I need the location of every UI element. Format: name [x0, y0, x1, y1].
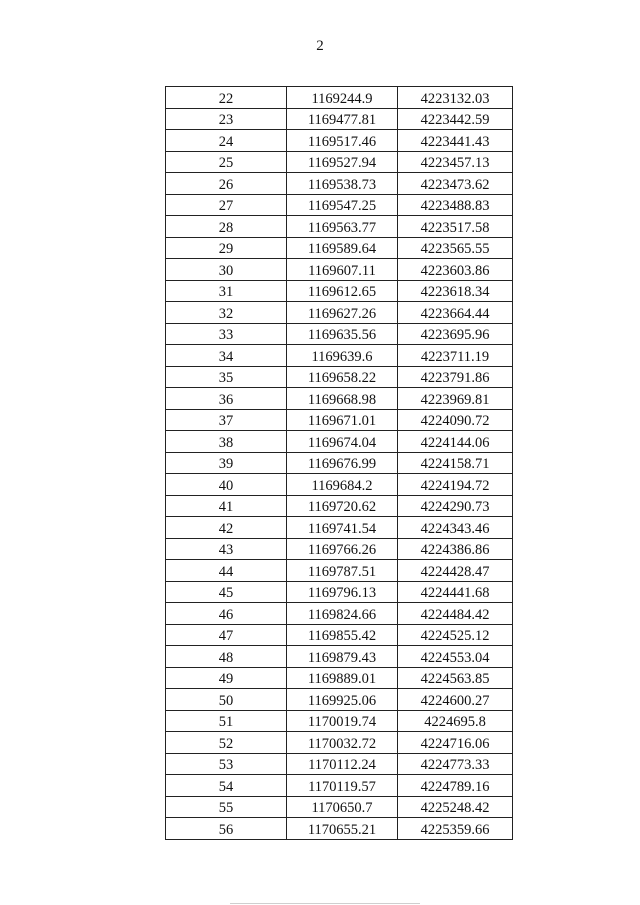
point-number-cell: 26: [166, 173, 287, 195]
x-coordinate-cell: 1169477.81: [287, 108, 398, 130]
x-coordinate-cell: 1169671.01: [287, 409, 398, 431]
table-row: [166, 732, 513, 754]
y-coordinate-cell: 4224525.12: [398, 624, 513, 646]
x-coordinate-cell: 1169889.01: [287, 667, 398, 689]
x-coordinate-cell: 1169741.54: [287, 517, 398, 539]
x-coordinate-cell: 1169674.04: [287, 431, 398, 453]
y-coordinate-cell: 4223457.13: [398, 151, 513, 173]
point-number-cell: 43: [166, 538, 287, 560]
y-coordinate-cell: 4223603.86: [398, 259, 513, 281]
y-coordinate-cell: 4224343.46: [398, 517, 513, 539]
x-coordinate-cell: 1169563.77: [287, 216, 398, 238]
y-coordinate-cell: 4223442.59: [398, 108, 513, 130]
table-row: [166, 667, 513, 689]
point-number-cell: 51: [166, 710, 287, 732]
point-number-cell: 24: [166, 130, 287, 152]
y-coordinate-cell: 4224600.27: [398, 689, 513, 711]
x-coordinate-cell: 1169676.99: [287, 452, 398, 474]
page-number: 2: [316, 38, 324, 54]
point-number-cell: 40: [166, 474, 287, 496]
table-row: [166, 323, 513, 345]
point-number-cell: 44: [166, 560, 287, 582]
table-row: [166, 474, 513, 496]
point-number-cell: 49: [166, 667, 287, 689]
x-coordinate-cell: 1170650.7: [287, 796, 398, 818]
table-row: [166, 775, 513, 797]
coordinates-table: [165, 86, 513, 840]
table-row: [166, 151, 513, 173]
x-coordinate-cell: 1169639.6: [287, 345, 398, 367]
x-coordinate-cell: 1169658.22: [287, 366, 398, 388]
point-number-cell: 25: [166, 151, 287, 173]
point-number-cell: 35: [166, 366, 287, 388]
table-row: [166, 216, 513, 238]
x-coordinate-cell: 1169720.62: [287, 495, 398, 517]
table-row: [166, 259, 513, 281]
point-number-cell: 45: [166, 581, 287, 603]
table-row: [166, 108, 513, 130]
table-row: [166, 538, 513, 560]
point-number-cell: 22: [166, 87, 287, 109]
table-row: [166, 345, 513, 367]
y-coordinate-cell: 4223791.86: [398, 366, 513, 388]
point-number-cell: 48: [166, 646, 287, 668]
x-coordinate-cell: 1169244.9: [287, 87, 398, 109]
y-coordinate-cell: 4223517.58: [398, 216, 513, 238]
point-number-cell: 41: [166, 495, 287, 517]
x-coordinate-cell: 1169879.43: [287, 646, 398, 668]
point-number-cell: 53: [166, 753, 287, 775]
point-number-cell: 47: [166, 624, 287, 646]
table-row: [166, 173, 513, 195]
table-row: [166, 603, 513, 625]
x-coordinate-cell: 1169547.25: [287, 194, 398, 216]
y-coordinate-cell: 4223711.19: [398, 345, 513, 367]
table-row: [166, 366, 513, 388]
x-coordinate-cell: 1169612.65: [287, 280, 398, 302]
table-row: [166, 431, 513, 453]
table-row: [166, 130, 513, 152]
point-number-cell: 29: [166, 237, 287, 259]
y-coordinate-cell: 4223664.44: [398, 302, 513, 324]
y-coordinate-cell: 4224386.86: [398, 538, 513, 560]
x-coordinate-cell: 1170655.21: [287, 818, 398, 840]
y-coordinate-cell: 4223969.81: [398, 388, 513, 410]
coordinates-table-body: [166, 87, 513, 840]
point-number-cell: 39: [166, 452, 287, 474]
y-coordinate-cell: 4224441.68: [398, 581, 513, 603]
point-number-cell: 50: [166, 689, 287, 711]
y-coordinate-cell: 4223132.03: [398, 87, 513, 109]
x-coordinate-cell: 1169589.64: [287, 237, 398, 259]
table-row: [166, 753, 513, 775]
x-coordinate-cell: 1170112.24: [287, 753, 398, 775]
point-number-cell: 46: [166, 603, 287, 625]
table-row: [166, 624, 513, 646]
table-row: [166, 710, 513, 732]
y-coordinate-cell: 4224428.47: [398, 560, 513, 582]
point-number-cell: 30: [166, 259, 287, 281]
y-coordinate-cell: 4223565.55: [398, 237, 513, 259]
table-row: [166, 87, 513, 109]
table-row: [166, 280, 513, 302]
table-row: [166, 581, 513, 603]
point-number-cell: 56: [166, 818, 287, 840]
y-coordinate-cell: 4223473.62: [398, 173, 513, 195]
table-row: [166, 560, 513, 582]
point-number-cell: 32: [166, 302, 287, 324]
y-coordinate-cell: 4224563.85: [398, 667, 513, 689]
y-coordinate-cell: 4223441.43: [398, 130, 513, 152]
x-coordinate-cell: 1170019.74: [287, 710, 398, 732]
x-coordinate-cell: 1169796.13: [287, 581, 398, 603]
y-coordinate-cell: 4224716.06: [398, 732, 513, 754]
y-coordinate-cell: 4224484.42: [398, 603, 513, 625]
point-number-cell: 38: [166, 431, 287, 453]
y-coordinate-cell: 4224090.72: [398, 409, 513, 431]
y-coordinate-cell: 4224789.16: [398, 775, 513, 797]
y-coordinate-cell: 4224290.73: [398, 495, 513, 517]
x-coordinate-cell: 1169824.66: [287, 603, 398, 625]
x-coordinate-cell: 1169684.2: [287, 474, 398, 496]
y-coordinate-cell: 4224158.71: [398, 452, 513, 474]
point-number-cell: 37: [166, 409, 287, 431]
y-coordinate-cell: 4223618.34: [398, 280, 513, 302]
point-number-cell: 27: [166, 194, 287, 216]
y-coordinate-cell: 4223695.96: [398, 323, 513, 345]
table-row: [166, 302, 513, 324]
x-coordinate-cell: 1169925.06: [287, 689, 398, 711]
table-row: [166, 452, 513, 474]
table-row: [166, 818, 513, 840]
table-row: [166, 646, 513, 668]
y-coordinate-cell: 4224695.8: [398, 710, 513, 732]
y-coordinate-cell: 4225359.66: [398, 818, 513, 840]
point-number-cell: 34: [166, 345, 287, 367]
y-coordinate-cell: 4224194.72: [398, 474, 513, 496]
bottom-divider: [230, 903, 420, 904]
point-number-cell: 31: [166, 280, 287, 302]
y-coordinate-cell: 4225248.42: [398, 796, 513, 818]
point-number-cell: 54: [166, 775, 287, 797]
table-row: [166, 388, 513, 410]
table-row: [166, 194, 513, 216]
x-coordinate-cell: 1169787.51: [287, 560, 398, 582]
table-row: [166, 796, 513, 818]
table-row: [166, 689, 513, 711]
x-coordinate-cell: 1169668.98: [287, 388, 398, 410]
y-coordinate-cell: 4224773.33: [398, 753, 513, 775]
point-number-cell: 42: [166, 517, 287, 539]
x-coordinate-cell: 1169538.73: [287, 173, 398, 195]
table-row: [166, 409, 513, 431]
point-number-cell: 52: [166, 732, 287, 754]
point-number-cell: 28: [166, 216, 287, 238]
y-coordinate-cell: 4224144.06: [398, 431, 513, 453]
x-coordinate-cell: 1169627.26: [287, 302, 398, 324]
table-row: [166, 237, 513, 259]
y-coordinate-cell: 4223488.83: [398, 194, 513, 216]
x-coordinate-cell: 1169527.94: [287, 151, 398, 173]
x-coordinate-cell: 1170119.57: [287, 775, 398, 797]
x-coordinate-cell: 1169766.26: [287, 538, 398, 560]
x-coordinate-cell: 1169607.11: [287, 259, 398, 281]
x-coordinate-cell: 1169635.56: [287, 323, 398, 345]
x-coordinate-cell: 1169517.46: [287, 130, 398, 152]
point-number-cell: 36: [166, 388, 287, 410]
table-row: [166, 495, 513, 517]
y-coordinate-cell: 4224553.04: [398, 646, 513, 668]
point-number-cell: 55: [166, 796, 287, 818]
x-coordinate-cell: 1169855.42: [287, 624, 398, 646]
x-coordinate-cell: 1170032.72: [287, 732, 398, 754]
point-number-cell: 33: [166, 323, 287, 345]
table-row: [166, 517, 513, 539]
point-number-cell: 23: [166, 108, 287, 130]
